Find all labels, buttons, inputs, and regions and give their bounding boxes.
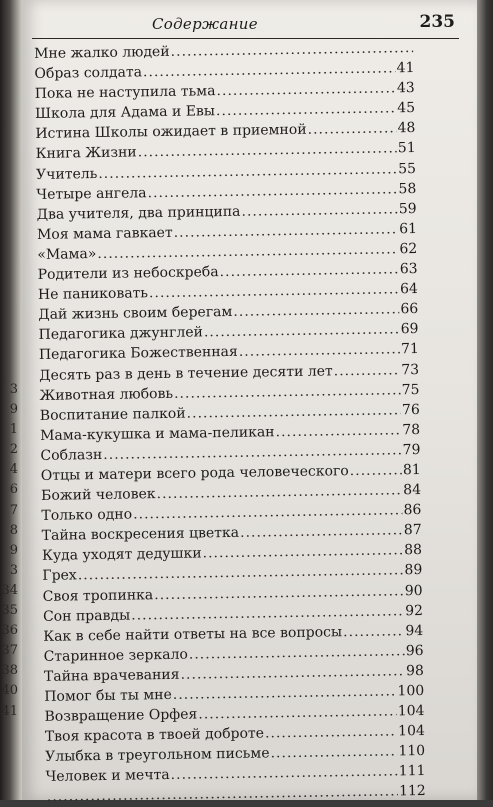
toc-entry-page: 88	[404, 542, 423, 559]
toc-entry-title: Соблазн	[40, 446, 103, 464]
previous-page-number: 8	[9, 522, 18, 538]
toc-entry-title: Родители из небоскреба	[37, 264, 219, 284]
previous-page-number: 35	[1, 603, 18, 619]
toc-entry-title: Животная любовь	[39, 385, 174, 404]
toc-entry-title: Педагогика джунглей	[38, 324, 204, 344]
toc-entry-title: Тайна воскресения цветка	[41, 525, 240, 545]
previous-page-number: 40	[1, 683, 18, 699]
toc-entry-title: Учитель	[35, 165, 98, 183]
toc-entry-title: Пока не наступила тьма	[34, 83, 216, 103]
toc-entry-title: Воспитание палкой	[39, 405, 186, 424]
book-page	[22, 0, 477, 800]
toc-entry-title: Как в себе найти ответы на все вопросы	[43, 623, 343, 645]
toc-entry-title: Только одно	[41, 506, 133, 525]
table-of-contents	[34, 38, 426, 807]
toc-entry-page: 111	[398, 763, 426, 780]
toc-entry-title: Старинное зеркало	[43, 646, 188, 665]
page-header	[32, 10, 459, 39]
dot-leader	[241, 199, 398, 221]
dot-leader	[275, 420, 401, 442]
toc-entry-page: 79	[402, 441, 421, 459]
toc-entry-page: 58	[398, 180, 417, 197]
dot-leader	[270, 742, 397, 764]
toc-entry-title: «Мама»	[37, 245, 97, 263]
dot-leader	[343, 621, 405, 642]
toc-entry-page: 110	[398, 743, 426, 760]
previous-page-number: 34	[1, 582, 18, 598]
toc-entry-page: 66	[400, 301, 419, 318]
toc-entry-title: Куда уходят дедушки	[41, 545, 202, 565]
toc-entry-page: 84	[403, 482, 422, 499]
toc-entry-title: Десять раз в день в течение десяти лет	[39, 362, 333, 384]
toc-entry-page: 71	[400, 341, 419, 358]
previous-page-number: 9	[9, 402, 18, 418]
toc-entry-page: 104	[397, 703, 425, 720]
toc-entry-page: 63	[399, 261, 418, 278]
previous-page-number: 3	[9, 562, 18, 578]
dot-leader	[47, 782, 399, 807]
toc-entry-title: Дай жизнь своим берегам	[38, 304, 233, 324]
toc-entry-title: Не паниковать	[37, 285, 149, 304]
toc-entry-title: Божий человек	[40, 486, 156, 505]
dot-leader	[350, 460, 402, 481]
toc-entry-title: Моя мама гавкает	[36, 224, 173, 243]
dot-leader	[334, 360, 401, 381]
toc-entry-page: 43	[396, 80, 415, 97]
previous-page-numbers	[0, 380, 18, 722]
toc-entry-page: 90	[404, 582, 423, 599]
toc-entry-title: Человек и мечта	[45, 767, 170, 786]
previous-page-number: 6	[9, 482, 18, 498]
toc-entry-page: 73	[401, 361, 420, 378]
previous-page-number: 1	[9, 422, 18, 438]
toc-entry-page: 78	[402, 421, 421, 439]
dot-leader	[216, 99, 397, 122]
toc-entry-page: 92	[404, 602, 424, 619]
toc-entry-page: 69	[400, 321, 419, 338]
toc-entry-title: Книга Жизни	[35, 144, 137, 163]
toc-entry-title: Возвращение Орфея	[44, 706, 198, 726]
previous-page-number: 9	[9, 542, 18, 558]
toc-entry-page: 89	[404, 562, 423, 579]
toc-entry-page: 55	[398, 160, 417, 177]
page-stack-edge	[477, 0, 493, 800]
previous-page-number: 7	[9, 502, 18, 518]
previous-page-number: 3	[9, 382, 18, 397]
toc-entry-title: Образ солдата	[34, 64, 143, 83]
previous-page-number: 36	[1, 623, 18, 639]
toc-entry-title: Мама-кукушка и мама-пеликан	[40, 424, 275, 444]
toc-entry-page: 96	[405, 642, 424, 660]
toc-entry-page: 64	[399, 281, 419, 298]
toc-entry-page: 98	[405, 662, 425, 680]
toc-entry-page: 51	[397, 140, 416, 157]
toc-entry-page: 45	[397, 100, 416, 117]
toc-entry-title: Два учителя, два принципа	[36, 203, 241, 223]
toc-entry-page: 86	[403, 502, 422, 519]
toc-entry-page: 112	[398, 783, 426, 800]
toc-entry-title: Четыре ангела	[36, 184, 147, 203]
toc-entry-page: 61	[398, 220, 418, 238]
toc-entry-title: Твоя красота в твоей доброте	[44, 725, 265, 746]
previous-page-number: 2	[9, 442, 18, 458]
toc-entry-title: Улыбка в треугольном письме	[45, 745, 270, 766]
toc-entry-page: 41	[396, 60, 415, 77]
toc-entry-page: 76	[401, 401, 420, 418]
page-title: Содержание	[152, 15, 258, 33]
toc-entry-title: Своя тропинка	[42, 586, 154, 605]
toc-entry-page: 75	[401, 381, 420, 398]
dot-leader	[240, 521, 403, 544]
dot-leader	[233, 300, 399, 323]
dot-leader	[307, 119, 396, 140]
toc-entry-title: Грех	[42, 567, 77, 585]
toc-entry-page: 48	[397, 120, 416, 137]
dot-leader	[265, 722, 397, 744]
toc-entry-title: Тайна врачевания	[43, 666, 180, 685]
previous-page-number: 37	[1, 643, 18, 659]
toc-entry-title: Школа для Адама и Евы	[34, 103, 216, 123]
toc-entry-page: 94	[405, 622, 424, 639]
toc-entry-page: 104	[397, 723, 425, 740]
previous-page-number: 4	[9, 462, 18, 478]
toc-entry-page: 81	[402, 461, 421, 479]
toc-entry-title: Помог бы ты мне	[44, 686, 172, 705]
toc-entry-page: 62	[399, 240, 418, 258]
toc-entry-title: Отцы и матери всего рода человеческого	[40, 463, 349, 484]
dot-leader	[216, 79, 396, 102]
toc-entry-page: 100	[397, 682, 425, 700]
toc-entry-title: Истина Школы ожидает в приемной	[35, 122, 307, 143]
toc-entry-title: Мне жалко людей	[34, 43, 170, 62]
toc-entry-page: 87	[403, 522, 422, 539]
previous-page-number: 38	[1, 663, 18, 679]
page-number: 235	[419, 12, 455, 32]
toc-entry-title: Сон правды	[42, 607, 131, 625]
dot-leader	[219, 259, 398, 282]
toc-entry-page: 59	[398, 200, 417, 218]
previous-page-number: 41	[1, 703, 18, 719]
dot-leader	[239, 340, 401, 363]
toc-entry-title: Педагогика Божественная	[38, 344, 238, 364]
